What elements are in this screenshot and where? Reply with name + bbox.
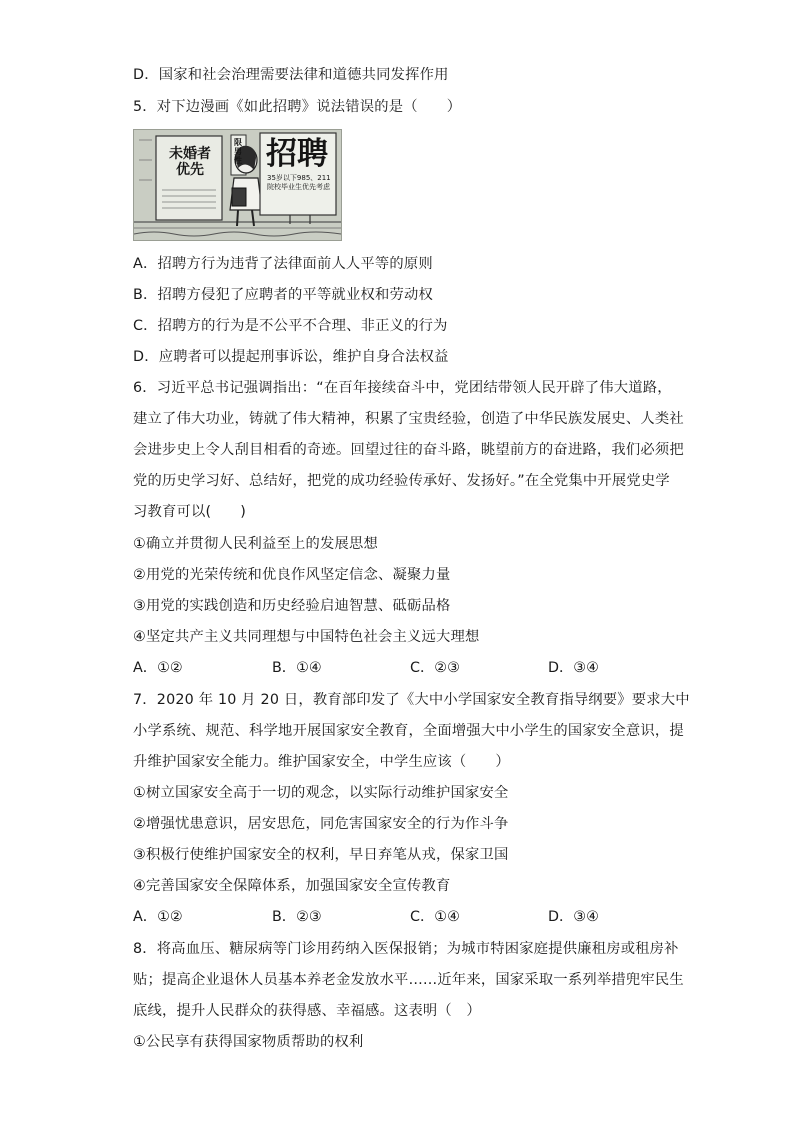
q6-stem-line: 6．习近平总书记强调指出：“在百年接续奋斗中，党团结带领人民开辟了伟大道路，: [133, 380, 672, 396]
cartoon-sign-side: 限男性: [234, 138, 242, 165]
q7-item-1: ①树立国家安全高于一切的观念，以实际行动维护国家安全: [133, 785, 509, 801]
q8-item-1: ①公民享有获得国家物质帮助的权利: [133, 1034, 364, 1050]
cartoon-sign-title: 招聘: [266, 136, 328, 172]
q7-item-3: ③积极行使维护国家安全的权利，早日弃笔从戎，保家卫国: [133, 847, 509, 863]
cartoon-sign-detail: 35岁以下985、211院校毕业生优先考虑: [267, 174, 331, 191]
q5-option-d: D．应聘者可以提起刑事诉讼，维护自身合法权益: [133, 349, 449, 365]
q5-option-b: B．招聘方侵犯了应聘者的平等就业权和劳动权: [133, 287, 433, 303]
q7-item-4: ④完善国家安全保障体系，加强国家安全宣传教育: [133, 878, 451, 894]
q6-item-2: ②用党的光荣传统和优良作风坚定信念、凝聚力量: [133, 567, 451, 583]
q8-stem-line: 8．将高血压、糖尿病等门诊用药纳入医保报销；为城市特困家庭提供廉租房或租房补: [133, 941, 679, 957]
q6-item-1: ①确立并贯彻人民利益至上的发展思想: [133, 536, 378, 552]
q7-stem-line: 升维护国家安全能力。维护国家安全，中学生应该（ ）: [133, 754, 510, 770]
q6-stem-line: 建立了伟大功业，铸就了伟大精神，积累了宝贵经验，创造了中华民族发展史、人类社: [133, 411, 684, 427]
q6-stem-line: 会进步史上令人刮目相看的奇迹。回望过往的奋斗路，眺望前方的奋进路，我们必须把: [133, 442, 684, 458]
q8-stem-line: 贴；提高企业退休人员基本养老金发放水平……近年来，国家采取一系列举措兜牢民生: [133, 972, 684, 988]
q5-stem: 5．对下边漫画《如此招聘》说法错误的是（ ）: [133, 99, 462, 115]
q6-item-3: ③用党的实践创造和历史经验启迪智慧、砥砺品格: [133, 598, 451, 614]
q5-option-a: A．招聘方行为违背了法律面前人人平等的原则: [133, 256, 433, 272]
q7-stem-line: 7．2020 年 10 月 20 日，教育部印发了《大中小学国家安全教育指导纲要》要求大中: [133, 692, 690, 708]
q4-option-d: D．国家和社会治理需要法律和道德共同发挥作用: [133, 67, 449, 83]
q6-stem-line: 党的历史学习好、总结好，把党的成功经验传承好、发扬好。”在全党集中开展党史学: [133, 473, 670, 489]
q7-choice-d: D．③④: [548, 909, 599, 925]
q7-item-2: ②增强忧患意识，居安思危，同危害国家安全的行为作斗争: [133, 816, 509, 832]
q8-stem-line: 底线，提升人民群众的获得感、幸福感。这表明（ ）: [133, 1003, 481, 1019]
q6-item-4: ④坚定共产主义共同理想与中国特色社会主义远大理想: [133, 629, 480, 645]
cartoon-sign-left: 未婚者优先: [169, 146, 211, 178]
q6-choice-b: B．①④: [272, 660, 322, 676]
q7-choice-c: C．①④: [410, 909, 460, 925]
recruitment-cartoon: [133, 129, 342, 241]
q7-choice-b: B．②③: [272, 909, 322, 925]
q6-stem-line: 习教育可以( ): [133, 504, 247, 520]
q6-choice-d: D．③④: [548, 660, 599, 676]
q6-choice-c: C．②③: [410, 660, 460, 676]
q7-stem-line: 小学系统、规范、科学地开展国家安全教育，全面增强大中小学生的国家安全意识，提: [133, 723, 684, 739]
q5-option-c: C．招聘方的行为是不公平不合理、非正义的行为: [133, 318, 448, 334]
q6-choice-a: A．①②: [133, 660, 183, 676]
q7-choice-a: A．①②: [133, 909, 183, 925]
